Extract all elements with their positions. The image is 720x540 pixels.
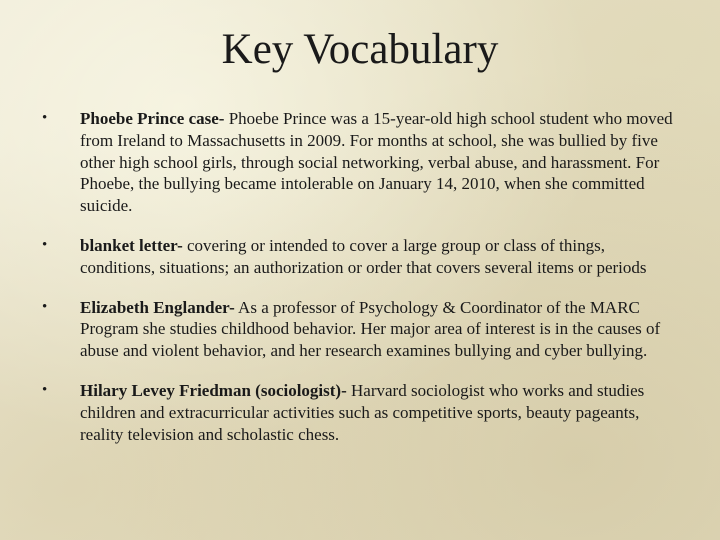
vocabulary-definition: covering or intended to cover a large group or class of things, conditions, situations; an authorization or order that covers several items or periods (80, 235, 647, 277)
vocabulary-definition: As a professor of Psychology & Coordinator of the MARC Program she studies childhood behavior. Her major area of interest is in the causes of abuse and violent behavior, and her research examines bullying and cyber bullying. (80, 297, 661, 361)
vocabulary-term: Phoebe Prince case- (80, 109, 225, 128)
bullet-icon: • (42, 298, 48, 315)
vocabulary-item (36, 297, 682, 362)
vocabulary-item (36, 380, 682, 445)
vocabulary-definition: Harvard sociologist who works and studies children and extracurricular activities such as competitive sports, beauty pageants, reality television and scholastic chess. (80, 380, 645, 444)
vocabulary-item (36, 235, 682, 279)
bullet-icon: • (42, 381, 48, 398)
slide-title: Key Vocabulary (221, 26, 499, 73)
bullet-icon: • (42, 110, 48, 126)
vocabulary-definition: Phoebe Prince was a 15-year-old high school student who moved from Ireland to Massachusetts in 2009. For months at school, she was bullied by five other high school girls, through social networking, verbal abuse, and harassment. For Phoebe, the bullying became intolerable on January 14, 2010, when she committed suicide. (80, 109, 673, 216)
bullet-icon: • (42, 236, 48, 253)
vocabulary-term: Elizabeth Englander- (80, 297, 235, 317)
vocabulary-term: blanket letter- (80, 235, 183, 255)
vocabulary-list (36, 108, 682, 463)
vocabulary-term: Hilary Levey Friedman (sociologist)- (80, 380, 347, 400)
vocabulary-item (36, 108, 682, 217)
